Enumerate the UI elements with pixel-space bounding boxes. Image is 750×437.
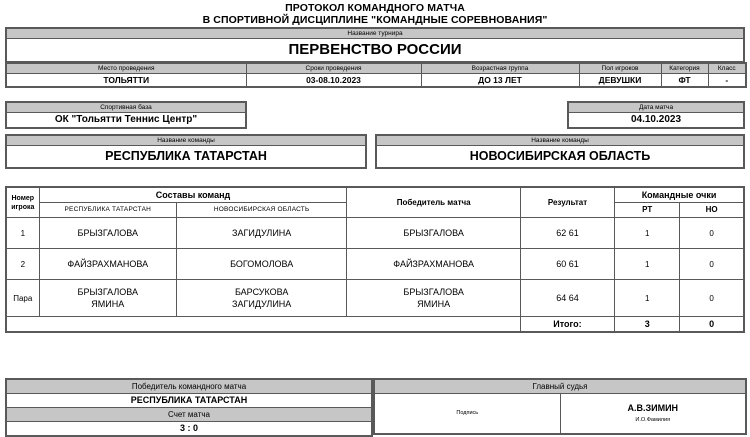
table-row [6,218,744,249]
header-team-points: Командные очки [615,187,744,203]
team-right-name: НОВОСИБИРСКАЯ ОБЛАСТЬ [376,146,744,169]
header-points-right: НО [680,203,744,218]
row-winner: ФАЙЗРАХМАНОВА [347,249,520,280]
table-row [6,249,744,280]
row-winner: БРЫЗГАЛОВА [347,218,520,249]
info-value-age-group: ДО 13 ЛЕТ [421,74,579,88]
tournament-label: Название турнира [6,28,744,39]
header-lineup-right: НОВОСИБИРСКАЯ ОБЛАСТЬ [176,203,346,218]
header-lineup-left: РЕСПУБЛИКА ТАТАРСТАН [39,203,176,218]
header-points-left: РТ [615,203,680,218]
tournament-block [5,27,745,63]
table-row [6,280,744,317]
footer-score-value: 3 : 0 [6,422,372,437]
row-points-right: 0 [680,218,744,249]
row-points-left: 1 [615,280,680,317]
total-points-right: 0 [680,317,744,333]
row-points-right: 0 [680,249,744,280]
footer-winner-block [5,378,373,437]
info-label-dates: Сроки проведения [246,63,421,74]
row-right-player: БОГОМОЛОВА [176,249,346,280]
event-info-table [5,62,747,88]
info-value-gender: ДЕВУШКИ [579,74,661,88]
row-right-player: ЗАГИДУЛИНА [176,218,346,249]
header-player-number: Номер игрока [6,187,39,218]
footer-score-label: Счет матча [6,408,372,422]
info-label-gender: Пол игроков [579,63,661,74]
row-points-right: 0 [680,280,744,317]
event-info-value-row [6,74,746,88]
row-left-player: ФАЙЗРАХМАНОВА [39,249,176,280]
info-label-age-group: Возрастная группа [421,63,579,74]
info-value-venue-city: ТОЛЬЯТТИ [6,74,246,88]
row-result: 62 61 [520,218,614,249]
info-label-category: Категория [661,63,708,74]
sports-base-value: ОК "Тольятти Теннис Центр" [6,113,246,129]
header-lineups: Составы команд [39,187,347,203]
match-table-header-row-1 [6,187,744,203]
info-label-class: Класс [708,63,746,74]
team-right-block [375,134,745,169]
team-left-label: Название команды [6,135,366,146]
document-title-line-2: В СПОРТИВНОЙ ДИСЦИПЛИНЕ "КОМАНДНЫЕ СОРЕВНОВАНИЯ" [202,14,548,26]
row-points-left: 1 [615,218,680,249]
event-info-header-row [6,63,746,74]
match-date-block [567,101,745,129]
document-title-line-1: ПРОТОКОЛ КОМАНДНОГО МАТЧА [285,2,465,14]
footer-referee-label: Главный судья [374,379,746,394]
match-date-value: 04.10.2023 [568,113,744,129]
footer-winner-value: РЕСПУБЛИКА ТАТАРСТАН [6,394,372,408]
info-value-dates: 03-08.10.2023 [246,74,421,88]
tournament-value: ПЕРВЕНСТВО РОССИИ [6,39,744,63]
total-label: Итого: [520,317,614,333]
match-date-label: Дата матча [568,102,744,113]
match-table-total-row [6,317,744,333]
match-results-table [5,186,745,333]
row-result: 64 64 [520,280,614,317]
row-left-player: БРЫЗГАЛОВА ЯМИНА [39,280,176,317]
row-number: 1 [6,218,39,249]
sports-base-block [5,101,247,129]
row-right-player: БАРСУКОВА ЗАГИДУЛИНА [176,280,346,317]
row-winner: БРЫЗГАЛОВА ЯМИНА [347,280,520,317]
footer-referee-name-cell [560,394,746,435]
team-left-block [5,134,367,169]
info-value-category: ФТ [661,74,708,88]
header-result: Результат [520,187,614,218]
footer-winner-label: Победитель командного матча [6,379,372,394]
total-points-left: 3 [615,317,680,333]
team-right-label: Название команды [376,135,744,146]
footer-referee-name-label: И.О.Фамилия [635,417,671,423]
footer-signature-label: Подпись [456,410,479,416]
row-points-left: 1 [615,249,680,280]
row-number: 2 [6,249,39,280]
info-label-venue-city: Место проведения [6,63,246,74]
footer-signature-cell [374,394,560,435]
team-left-name: РЕСПУБЛИКА ТАТАРСТАН [6,146,366,169]
footer-referee-name: А.В.ЗИМИН [627,403,679,413]
info-value-class: - [708,74,746,88]
row-number: Пара [6,280,39,317]
footer-referee-block [373,378,747,435]
sports-base-label: Спортивная база [6,102,246,113]
header-match-winner: Победитель матча [347,187,520,218]
row-result: 60 61 [520,249,614,280]
row-left-player: БРЫЗГАЛОВА [39,218,176,249]
